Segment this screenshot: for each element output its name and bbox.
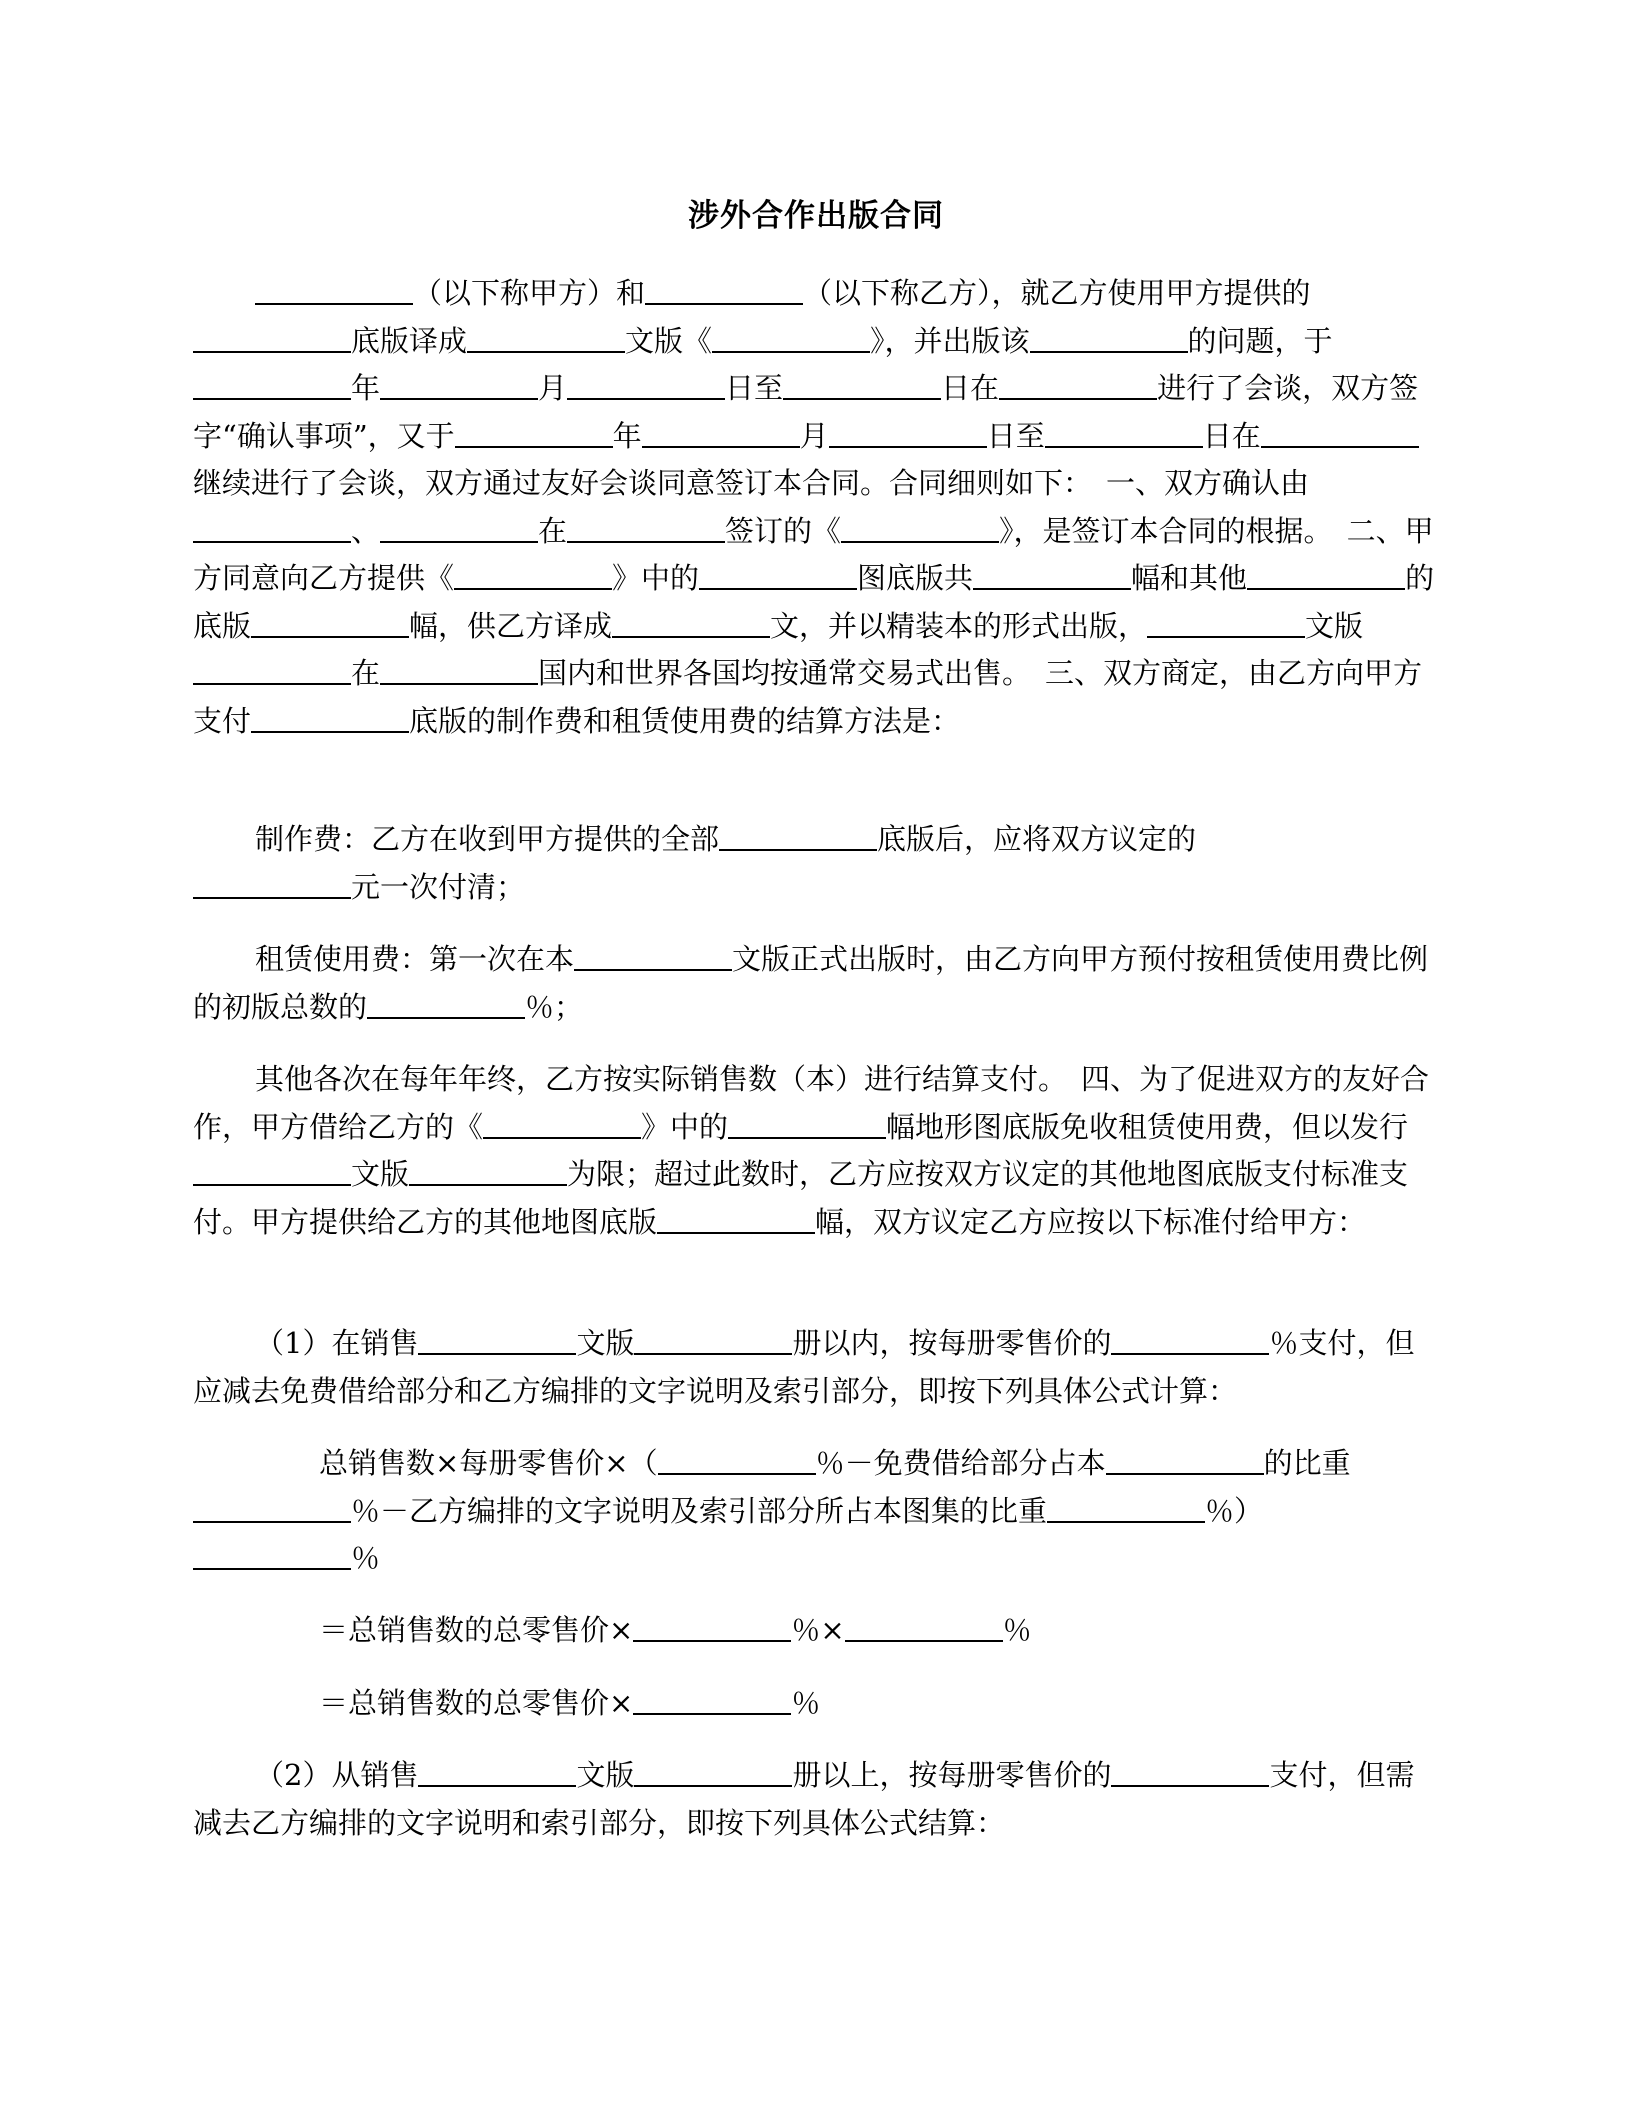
text-run: （2）从销售: [255, 1758, 419, 1792]
blank-field[interactable]: [999, 368, 1157, 400]
blank-field[interactable]: [642, 416, 800, 448]
blank-field[interactable]: [251, 701, 409, 733]
section-heading-1: 一、双方确认由: [1106, 466, 1310, 500]
text-run: 文版: [351, 1157, 410, 1191]
blank-field[interactable]: [193, 867, 351, 899]
blank-field[interactable]: [193, 1538, 351, 1570]
paragraph-production-fee: [193, 816, 1443, 911]
blank-field[interactable]: [1261, 416, 1419, 448]
paragraph-annual-settlement: [193, 1056, 1443, 1246]
text-run: ％: [351, 1541, 381, 1575]
blank-field[interactable]: [193, 321, 351, 353]
text-run: ＝总销售数的总零售价×: [319, 1686, 634, 1720]
blank-field[interactable]: [483, 1107, 641, 1139]
text-run: 月: [538, 371, 568, 405]
text-run: 幅，双方议定乙方应按以下标准付给甲方：: [815, 1204, 1367, 1239]
section-heading-4: 四、为了促进双方的友好合作，甲方借给乙方的《: [193, 1062, 1430, 1144]
text-run: 》中的: [612, 561, 700, 595]
text-run: 底版译成: [351, 323, 468, 358]
blank-field[interactable]: [380, 653, 538, 685]
blank-field[interactable]: [418, 1755, 576, 1787]
blank-field[interactable]: [418, 1323, 576, 1355]
paragraph-intro: [193, 270, 1443, 745]
blank-field[interactable]: [409, 1154, 567, 1186]
text-run: 在: [538, 513, 568, 548]
blank-field[interactable]: [658, 1443, 816, 1475]
text-run: 文版正式出版时，由乙方向甲方预付按租赁使用费比例的初版总数的: [193, 942, 1429, 1024]
text-run: 幅和其他: [1131, 561, 1248, 595]
section-heading-2: 二、甲方同意向乙方提供《: [193, 513, 1434, 595]
blank-field[interactable]: [193, 653, 351, 685]
text-run: 的底版: [193, 561, 1435, 643]
blank-field[interactable]: [1106, 1443, 1264, 1475]
text-run: ％: [1002, 1613, 1032, 1647]
text-run: ％－乙方编排的文字说明及索引部分所占本图集的比重: [351, 1493, 1048, 1528]
blank-field[interactable]: [255, 273, 413, 305]
text-run: ＝总销售数的总零售价×: [319, 1613, 634, 1647]
blank-field[interactable]: [193, 1491, 351, 1523]
blank-field[interactable]: [380, 368, 538, 400]
text-run: 日在: [1202, 418, 1261, 453]
blank-field[interactable]: [251, 606, 409, 638]
paragraph-clause-1: [193, 1320, 1443, 1415]
text-run: ％×: [791, 1613, 845, 1647]
blank-field[interactable]: [612, 606, 770, 638]
blank-field[interactable]: [455, 416, 613, 448]
paragraph-clause-2: [193, 1752, 1443, 1847]
blank-field[interactable]: [193, 1154, 351, 1186]
text-run: 签订的《: [725, 513, 842, 548]
text-run: 》，并出版该: [870, 323, 1030, 358]
blank-field[interactable]: [973, 558, 1131, 590]
text-run: 年: [612, 418, 642, 453]
text-run: 其他各次在每年年终，乙方按实际销售数（本）进行结算支付。: [255, 1062, 1068, 1096]
blank-field[interactable]: [829, 416, 987, 448]
blank-field[interactable]: [567, 368, 725, 400]
blank-field[interactable]: [634, 1755, 792, 1787]
blank-field[interactable]: [634, 1323, 792, 1355]
text-run: （1）在销售: [255, 1326, 419, 1360]
text-run: 在: [351, 656, 381, 690]
blank-field[interactable]: [841, 511, 999, 543]
text-run: 、: [351, 513, 381, 548]
text-run: 国内和世界各国均按通常交易式出售。: [538, 656, 1032, 690]
paragraph-formula-result-1: [193, 1607, 1443, 1655]
text-run: 制作费：乙方在收到甲方提供的全部: [255, 822, 720, 856]
text-run: 幅，供乙方译成: [409, 608, 613, 643]
blank-field[interactable]: [1147, 606, 1305, 638]
text-run: 为限；超过此数时，乙方应按双方议定的其他地图底版支付标准支付。甲方提供给乙方的其他地图底版: [193, 1157, 1409, 1239]
blank-field[interactable]: [783, 368, 941, 400]
blank-field[interactable]: [633, 1610, 791, 1642]
text-run: 幅地形图底版免收租赁使用费，但以发行: [886, 1109, 1409, 1144]
text-run: 文版《: [625, 323, 713, 358]
blank-field[interactable]: [657, 1202, 815, 1234]
blank-field[interactable]: [1111, 1755, 1269, 1787]
text-run: （以下称甲方）和: [413, 276, 646, 310]
paragraph-rental-fee: [193, 936, 1443, 1031]
paragraph-formula-result-2: [193, 1680, 1443, 1728]
text-run: 支付，但需减去乙方编排的文字说明和索引部分，即按下列具体公式结算：: [193, 1758, 1415, 1840]
text-run: 租赁使用费：第一次在本: [255, 942, 575, 976]
text-run: 文版: [576, 1326, 635, 1360]
blank-field[interactable]: [645, 273, 803, 305]
blank-field[interactable]: [699, 558, 857, 590]
blank-field[interactable]: [633, 1683, 791, 1715]
text-run: 日至: [986, 418, 1045, 453]
text-run: （以下称乙方），就乙方使用甲方提供的: [803, 276, 1311, 310]
text-run: 月: [799, 418, 829, 453]
blank-field[interactable]: [1030, 321, 1188, 353]
blank-field[interactable]: [367, 987, 525, 1019]
text-run: 底版的制作费和租赁使用费的结算方法是：: [409, 703, 961, 738]
text-run: 文，并以精装本的形式出版，: [770, 608, 1148, 643]
blank-field[interactable]: [574, 939, 732, 971]
text-run: ％）: [1205, 1493, 1264, 1528]
blank-field[interactable]: [193, 511, 351, 543]
paragraph-formula: [193, 1440, 1443, 1583]
text-run: 的问题，于: [1187, 323, 1333, 358]
text-run: 元一次付清；: [351, 869, 526, 904]
text-run: 》中的: [641, 1109, 729, 1144]
text-run: 图底版共: [857, 561, 974, 595]
blank-field[interactable]: [845, 1610, 1003, 1642]
text-run: 册以上，按每册零售价的: [792, 1758, 1112, 1792]
text-run: 文版: [576, 1758, 635, 1792]
text-run: 总销售数×每册零售价×（: [319, 1446, 658, 1480]
text-run: ％: [791, 1686, 821, 1720]
blank-field[interactable]: [1045, 416, 1203, 448]
blank-field[interactable]: [467, 321, 625, 353]
text-run: 底版后，应将双方议定的: [877, 822, 1197, 856]
text-run: 册以内，按每册零售价的: [792, 1326, 1112, 1360]
blank-field[interactable]: [380, 511, 538, 543]
blank-field[interactable]: [712, 321, 870, 353]
blank-field[interactable]: [1247, 558, 1405, 590]
document-title: 涉外合作出版合同: [688, 198, 944, 234]
text-run: 文版: [1305, 608, 1364, 643]
blank-field[interactable]: [193, 368, 351, 400]
blank-field[interactable]: [567, 511, 725, 543]
text-run: ％－免费借给部分占本: [815, 1446, 1106, 1480]
blank-field[interactable]: [719, 819, 877, 851]
text-run: 日至: [725, 371, 784, 405]
text-run: 的比重: [1263, 1446, 1351, 1480]
blank-field[interactable]: [728, 1107, 886, 1139]
text-run: 继续进行了会谈，双方通过友好会谈同意签订本合同。合同细则如下：: [193, 466, 1093, 500]
section-heading-3: 三、双方商定，由乙方向甲方支付: [193, 656, 1423, 738]
text-run: 日在: [941, 371, 1000, 405]
text-run: ％支付，但应减去免费借给部分和乙方编排的文字说明及索引部分，即按下列具体公式计算：: [193, 1326, 1415, 1408]
text-run: 年: [351, 371, 381, 405]
blank-field[interactable]: [454, 558, 612, 590]
blank-field[interactable]: [1047, 1491, 1205, 1523]
text-run: 》，是签订本合同的根据。: [999, 513, 1333, 548]
text-run: ％；: [525, 989, 584, 1024]
text-run: 进行了会谈，双方签字“确认事项”，又于: [193, 371, 1419, 453]
blank-field[interactable]: [1111, 1323, 1269, 1355]
